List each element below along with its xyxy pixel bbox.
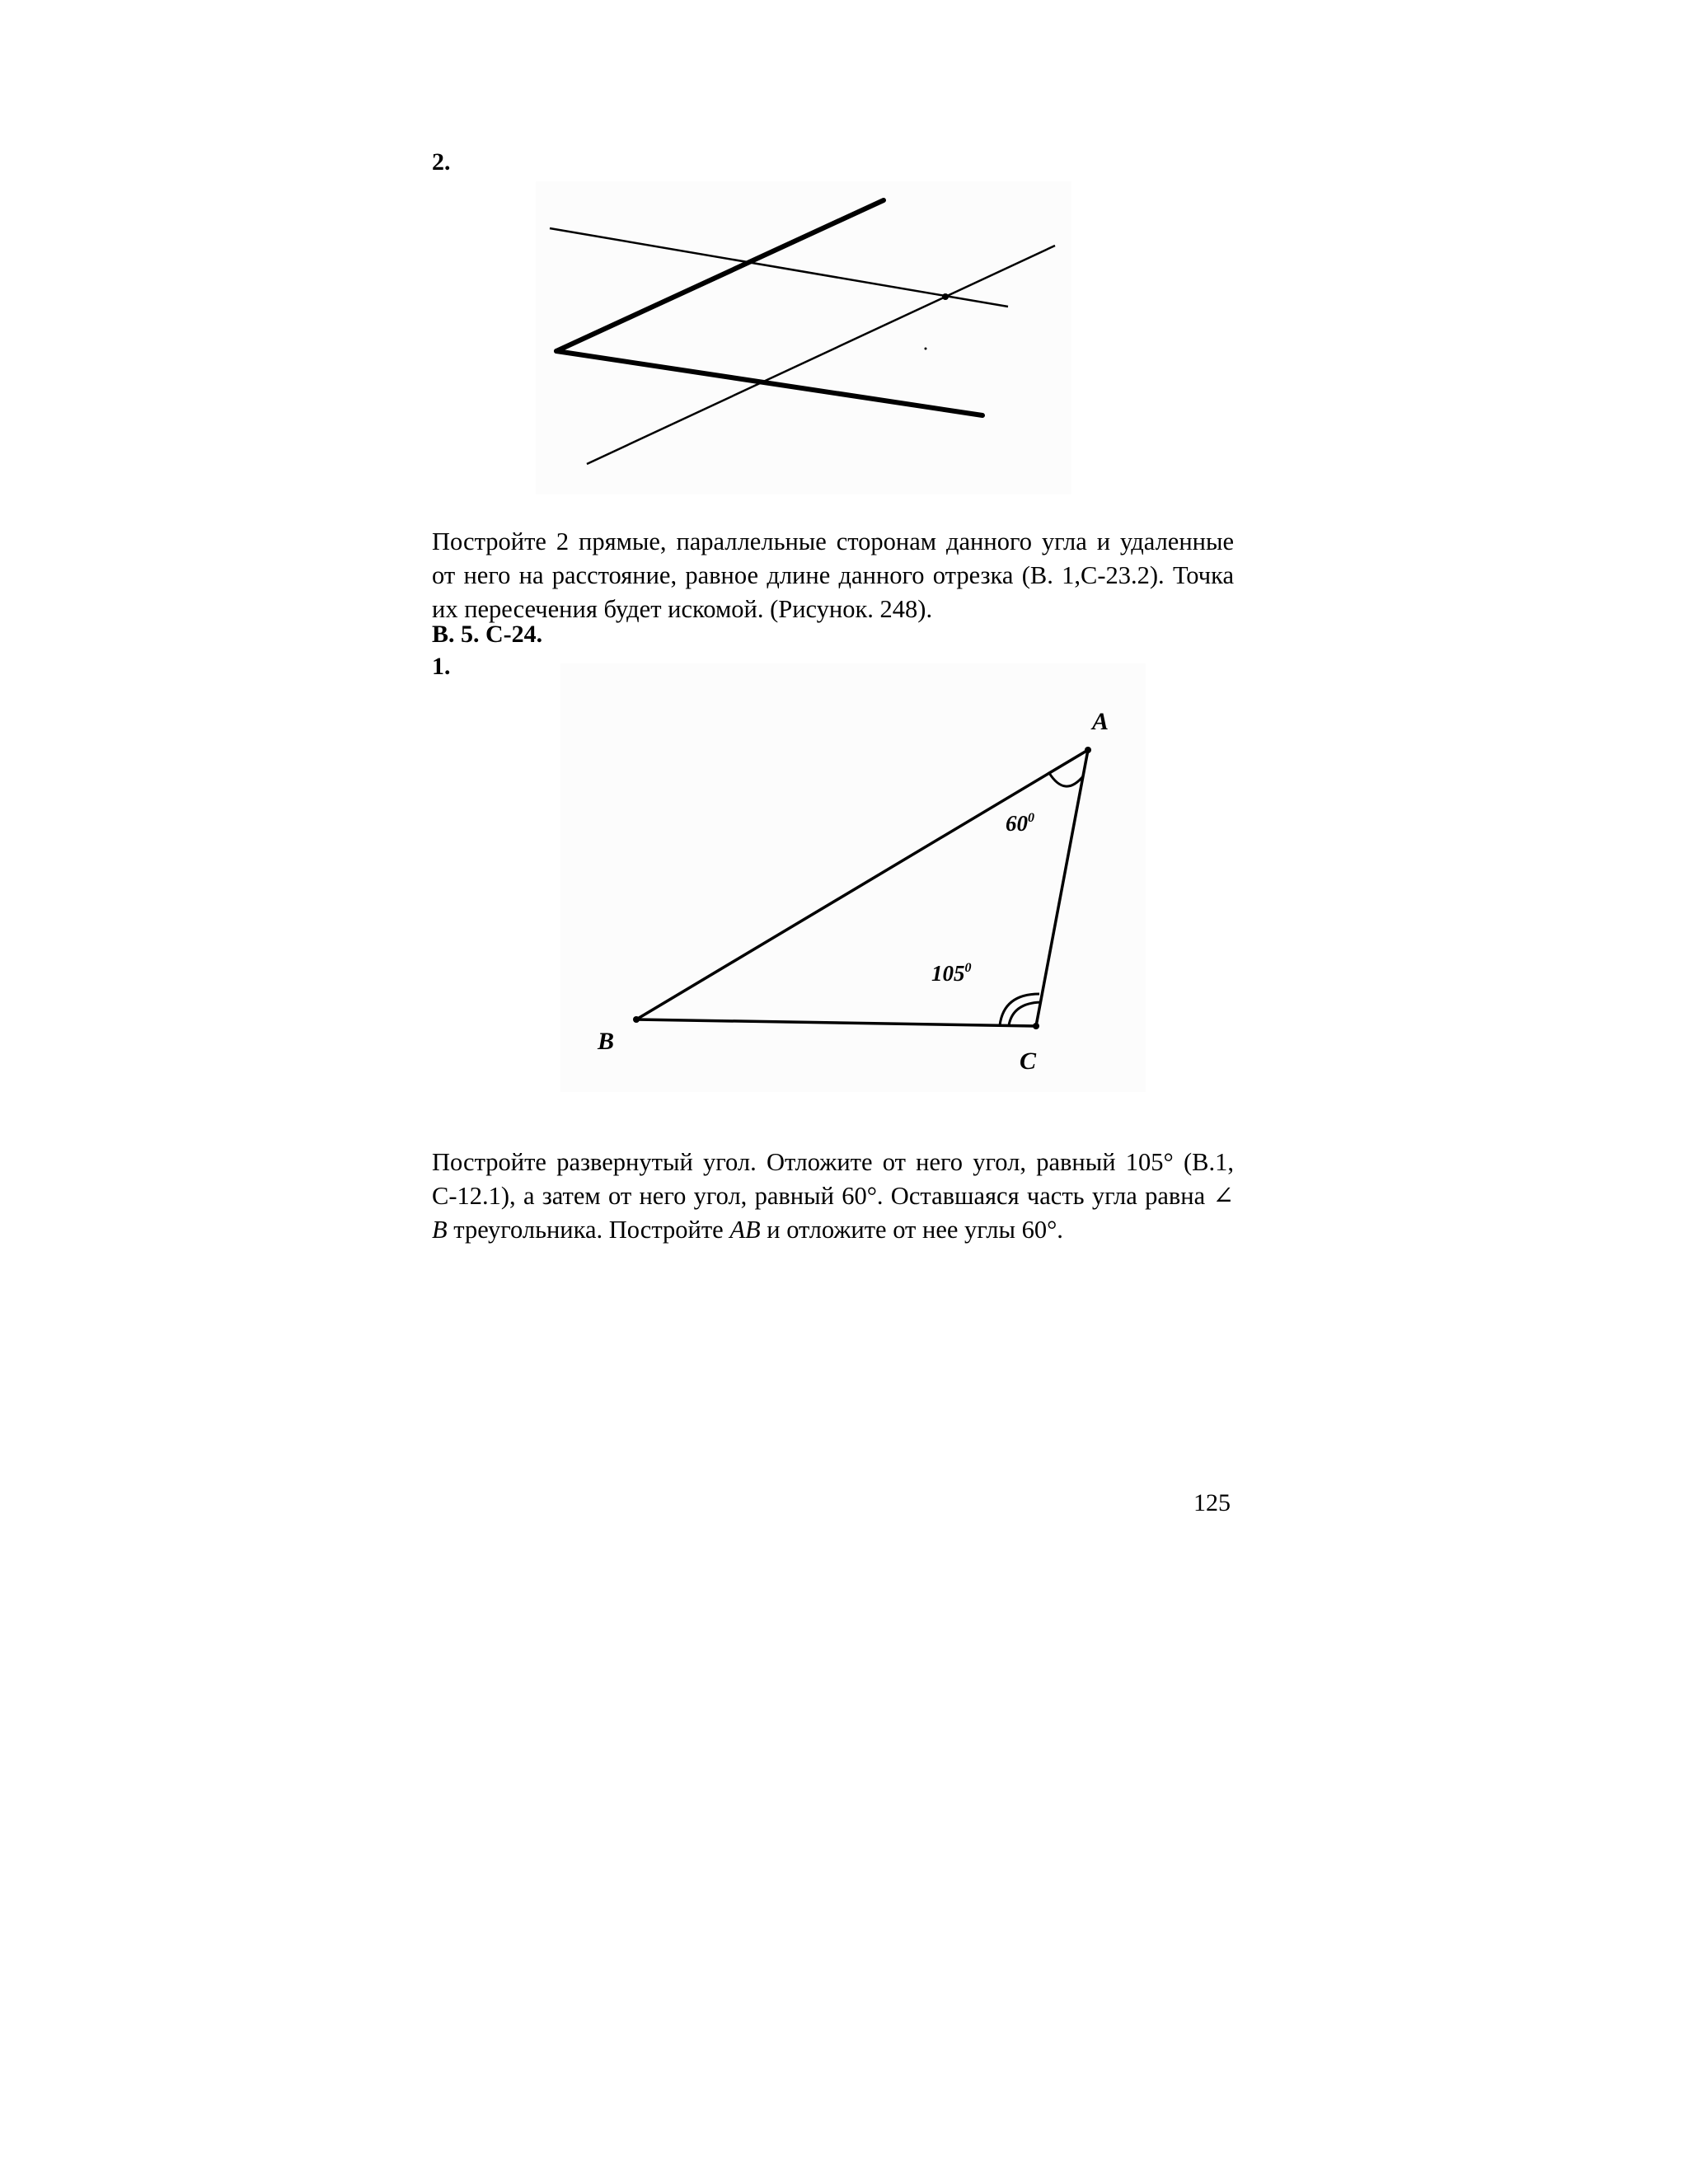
text-part-2: треугольника. Постройте <box>447 1216 730 1244</box>
figure-background <box>560 663 1146 1092</box>
problem-2-text: Постройте 2 прямые, параллельные сторонам данного угла и удаленные от него на расстояние, равное длине данного отрезка (В. 1,С-23.2). Точка их пересечения будет искомой. (Рисунок. 248). <box>432 527 1234 623</box>
angle-c-number: 105 <box>931 961 965 986</box>
problem-number: 2. <box>432 148 451 176</box>
angle-name: B <box>432 1216 448 1244</box>
vertex-a-label: A <box>1092 708 1109 735</box>
angle-symbol: ∠ <box>1212 1182 1234 1210</box>
vertex-c-point <box>1033 1023 1039 1029</box>
small-dot <box>925 348 927 350</box>
intersection-point <box>942 293 949 300</box>
section-heading: В. 5. С-24. <box>432 621 543 648</box>
degree-superscript: 0 <box>964 961 972 975</box>
vertex-b-label: B <box>598 1028 615 1055</box>
parallel-lines-figure <box>536 181 1071 494</box>
angle-a-number: 60 <box>1006 811 1028 836</box>
problem-1-text <box>432 1146 1234 1247</box>
text-part-3: и отложите от нее углы 60°. <box>760 1216 1063 1244</box>
degree-superscript: 0 <box>1028 811 1034 825</box>
vertex-c-label: C <box>1020 1047 1037 1075</box>
segment-name: AB <box>729 1216 761 1244</box>
vertex-a-point <box>1085 747 1091 753</box>
problem-number: 1. <box>432 653 451 680</box>
page-number: 125 <box>1193 1489 1231 1516</box>
figure-background <box>536 181 1071 494</box>
text-part-1: Постройте развернутый угол. Отложите от него угол, равный 105° (В.1, С-12.1), а затем от него угол, равный 60°. Оставшаяся часть угла равна <box>432 1148 1234 1210</box>
triangle-figure <box>560 663 1146 1092</box>
vertex-b-point <box>633 1016 640 1023</box>
